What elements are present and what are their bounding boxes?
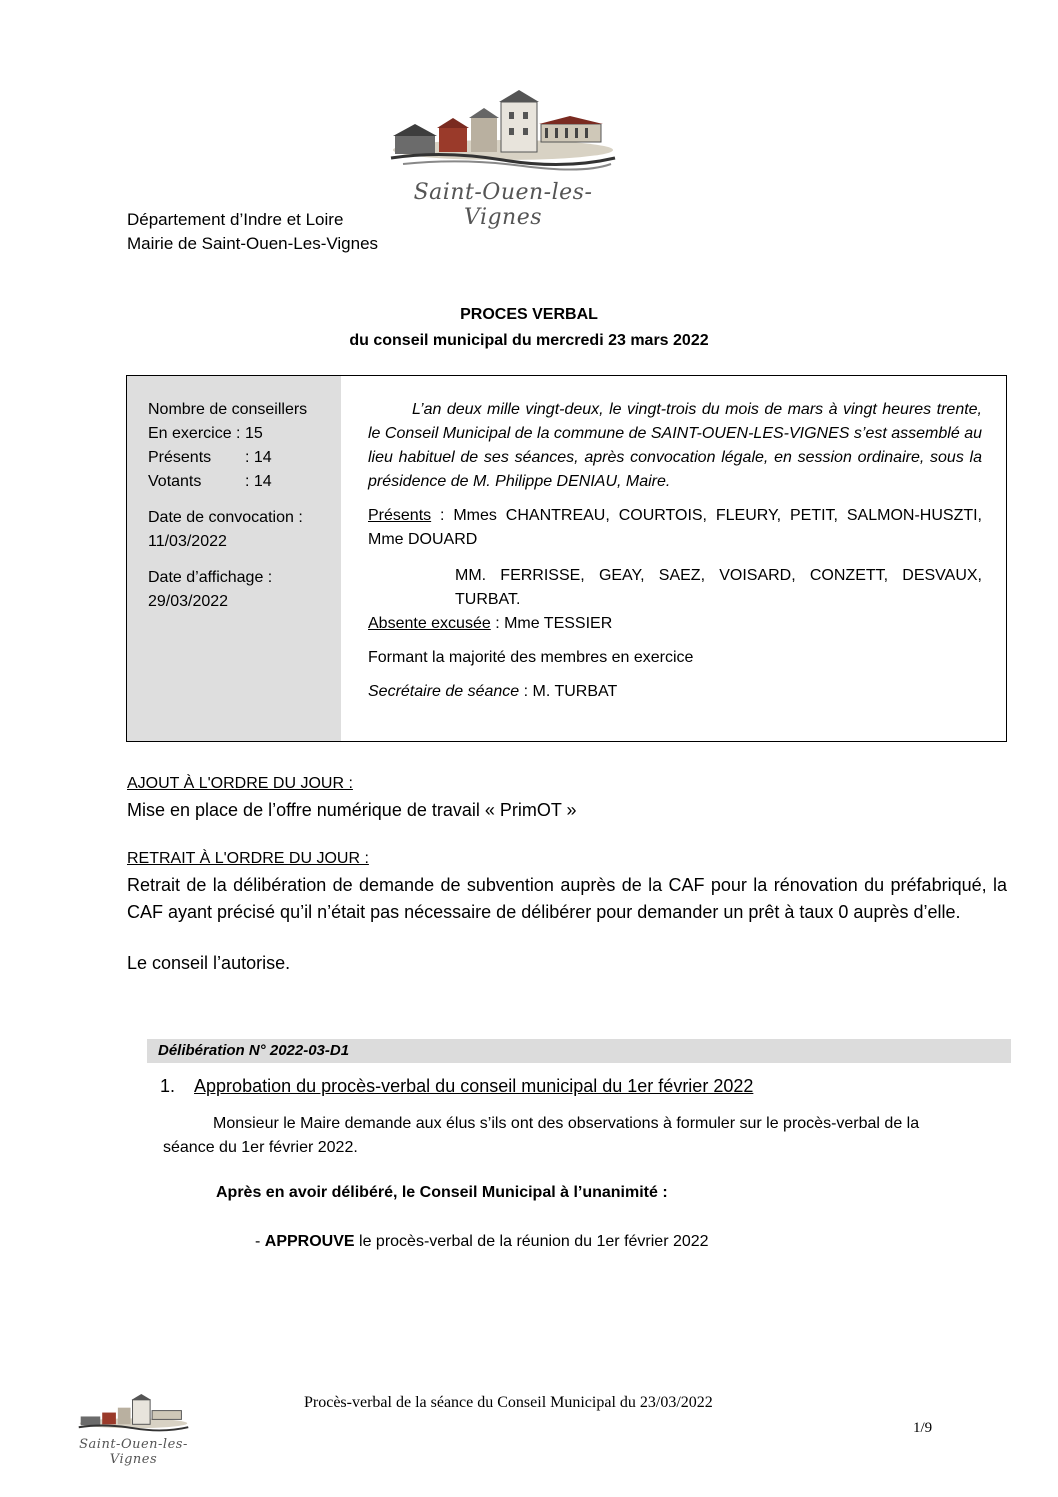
stat-exercice-label: En exercice :: [148, 425, 241, 442]
retrait-conclusion: Le conseil l’autorise.: [127, 953, 291, 973]
deliberation-text-1: Monsieur le Maire demande aux élus s’ils ont des observations à formuler sur le procès-verbal de la: [213, 1115, 920, 1132]
approval-line: [255, 1233, 709, 1251]
stat-votants-label: Votants: [148, 473, 202, 490]
village-illustration-icon: [383, 88, 623, 178]
deliberation-body: [163, 1112, 919, 1160]
convocation-date: 11/03/2022: [148, 533, 227, 550]
approval-text: le procès-verbal de la réunion du 1er février 2022: [354, 1233, 709, 1250]
stat-votants: [148, 470, 338, 494]
retrait-text: Retrait de la délibération de demande de subvention auprès de la CAF pour la rénovation du préfabriqué, la CAF ayant précisé qu’il n’était pas nécessaire de délibérer pour demander un prêt à taux 0 auprès d’elle.: [127, 875, 1007, 922]
stat-presents-label: Présents: [148, 449, 212, 466]
municipal-logo: [383, 88, 623, 230]
majority-line: Formant la majorité des membres en exercice: [368, 649, 694, 666]
presents-women: [368, 504, 982, 552]
presents-men-line1: [368, 564, 982, 612]
approval-prefix: -: [255, 1233, 265, 1250]
page-number: 1/9: [913, 1420, 933, 1436]
affichage-label: Date d’affichage :: [148, 569, 273, 586]
mairie-name: Mairie de Saint-Ouen-Les-Vignes: [127, 234, 379, 253]
retrait-heading: RETRAIT À L'ORDRE DU JOUR :: [127, 850, 369, 867]
approval-keyword: APPROUVE: [264, 1233, 355, 1250]
stat-votants-value: : 14: [245, 473, 272, 490]
presents-men-list: MM. FERRISSE, GEAY, SAEZ, VOISARD, CONZETT, DESVAUX, TURBAT.: [455, 567, 982, 608]
retrait-section: [127, 845, 1007, 977]
title-line-1: PROCES VERBAL: [460, 306, 598, 323]
footer-logo: [66, 1393, 201, 1467]
stat-exercice-value: 15: [244, 425, 263, 442]
secretary-value: : M. TURBAT: [519, 683, 618, 700]
session-details: [368, 398, 982, 704]
secretary-line: [368, 680, 982, 704]
stat-presents-value: : 14: [245, 449, 272, 466]
logo-wordmark: Saint-Ouen-les-Vignes: [413, 180, 593, 230]
agenda-item-1: [160, 1076, 753, 1097]
convocation-label: Date de convocation :: [148, 509, 303, 526]
absent-line: [368, 612, 982, 636]
session-intro: L’an deux mille vingt-deux, le vingt-trois du mois de mars à vingt heures trente, le Conseil Municipal de la commune de SAINT-OUEN-LES-VIGNES s’est assemblé au lieu habituel de ses séances, après convocation légale, en session ordinaire, sous la présidence de M. Philippe DENIAU, Maire.: [368, 401, 982, 490]
presents-women-list: : Mmes CHANTREAU, COURTOIS, FLEURY, PETIT, SALMON-HUSZTI, Mme DOUARD: [368, 507, 982, 548]
presents-label: Présents: [368, 507, 432, 524]
council-stats-panel: [127, 376, 341, 741]
item-number: 1.: [160, 1076, 176, 1096]
item-title: Approbation du procès-verbal du conseil municipal du 1er février 2022: [194, 1076, 754, 1096]
footer-village-illustration-icon: [66, 1393, 201, 1437]
absent-value: : Mme TESSIER: [490, 615, 613, 632]
stat-presents: [148, 446, 338, 470]
stats-heading: Nombre de conseillers: [148, 401, 308, 418]
ajout-section: [127, 770, 1007, 824]
deliberation-text-2: séance du 1er février 2022.: [163, 1139, 358, 1156]
ajout-heading: AJOUT À L'ORDRE DU JOUR :: [127, 775, 353, 792]
session-info-box: [126, 375, 1007, 742]
secretary-label: Secrétaire de séance: [368, 683, 520, 700]
stat-exercice: [148, 422, 338, 446]
absent-label: Absente excusée: [368, 615, 491, 632]
ajout-text: Mise en place de l’offre numérique de travail « PrimOT »: [127, 800, 577, 820]
decision-line: Après en avoir délibéré, le Conseil Municipal à l’unanimité :: [216, 1184, 668, 1201]
department-name: Département d’Indre et Loire: [127, 210, 344, 229]
deliberation-number: Délibération N° 2022-03-D1: [158, 1042, 350, 1059]
footer-caption: Procès-verbal de la séance du Conseil Municipal du 23/03/2022: [304, 1394, 713, 1411]
deliberation-header-bar: [147, 1039, 1011, 1063]
footer-logo-wordmark: Saint-Ouen-les-Vignes: [79, 1437, 188, 1467]
affichage-date: 29/03/2022: [148, 593, 229, 610]
title-line-2: du conseil municipal du mercredi 23 mars 2022: [349, 332, 709, 349]
header-block: [127, 208, 378, 256]
document-title: [0, 302, 1058, 354]
